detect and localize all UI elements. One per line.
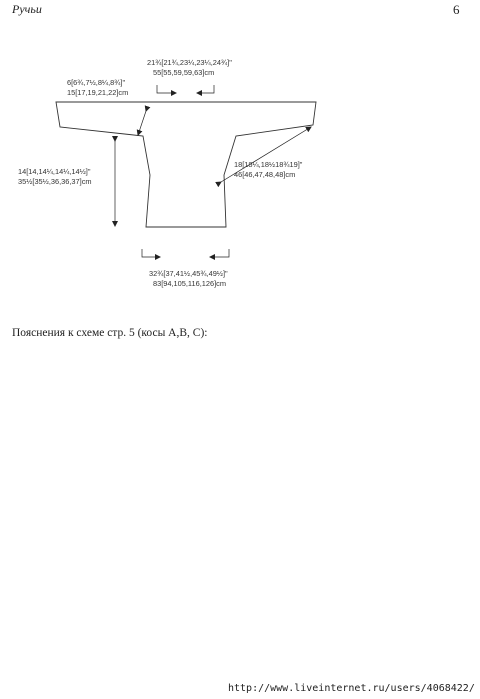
source-url-link[interactable]: http://www.liveinternet.ru/users/4068422/	[228, 683, 475, 694]
shoulder-depth-label	[67, 78, 128, 98]
neck-width-label	[147, 58, 232, 78]
neck-width-cm: 55[55,59,59,63]cm	[153, 68, 215, 77]
shoulder-depth-inches: 6[6¾,7½,8¼,8¾]"	[67, 78, 126, 87]
hem-width-inches: 32¾[37,41½,45¾,49½]"	[149, 269, 228, 278]
neck-width-arrows	[157, 85, 214, 93]
shoulder-depth-cm: 15[17,19,21,22]cm	[67, 88, 129, 97]
body-length-cm: 35½[35½,36,36,37]cm	[18, 177, 92, 186]
neck-width-inches: 21¾[21¾,23¼,23¼,24¾]"	[147, 58, 232, 67]
document-title: Ручьи	[12, 2, 42, 16]
shoulder-depth-arrow	[138, 111, 146, 135]
body-length-inches: 14[14,14¼,14¼,14½]"	[18, 167, 91, 176]
sleeve-length-inches: 18[18¼,18½18¾19]"	[234, 160, 303, 169]
page-number: 6	[453, 2, 460, 17]
hem-width-label	[149, 269, 228, 289]
hem-width-cm: 83[94,105,116,126]cm	[153, 279, 227, 288]
sleeve-length-label	[234, 160, 302, 180]
schematic-note: Пояснения к схеме стр. 5 (косы А,В, С):	[12, 327, 208, 339]
body-length-label	[18, 167, 92, 187]
hem-width-arrows	[142, 249, 229, 257]
sleeve-length-cm: 46[46,47,48,48]cm	[234, 170, 296, 179]
